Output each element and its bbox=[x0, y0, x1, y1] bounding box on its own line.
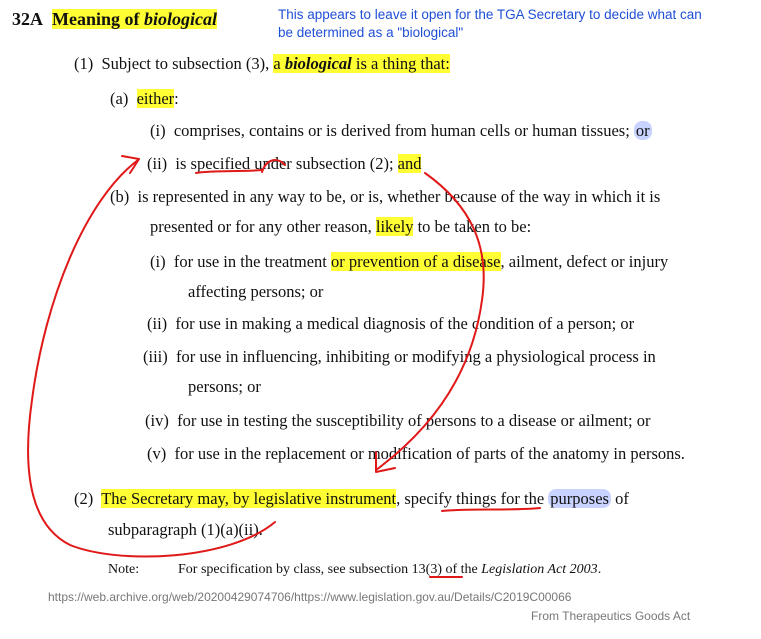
subsection-1-definition bbox=[273, 54, 449, 73]
subsection-1-label: (1) bbox=[74, 54, 94, 73]
subparagraph-b-iv bbox=[145, 410, 650, 432]
subsection-1-def-rest: is a thing that: bbox=[351, 54, 450, 73]
subparagraph-a-i bbox=[150, 120, 652, 142]
subsection-1 bbox=[74, 53, 450, 75]
note-act: Legislation Act 2003 bbox=[481, 562, 598, 577]
subparagraph-b-v-label: (v) bbox=[147, 444, 167, 463]
note-text bbox=[178, 559, 601, 581]
subparagraph-a-ii bbox=[147, 153, 421, 175]
subsection-1-intro: Subject to subsection (3), bbox=[101, 54, 274, 73]
paragraph-a-label: (a) bbox=[110, 89, 129, 108]
subparagraph-b-i-pre: for use in the treatment bbox=[173, 252, 331, 271]
section-title-term: biological bbox=[144, 9, 217, 29]
subsection-1-def-term: biological bbox=[284, 54, 352, 73]
paragraph-b-line2-pre: presented or for any other reason, bbox=[150, 217, 376, 236]
subparagraph-a-i-or: or bbox=[635, 121, 650, 140]
subparagraph-b-i bbox=[150, 251, 668, 273]
section-title bbox=[52, 9, 217, 29]
subparagraph-b-iii-line2: persons; or bbox=[188, 377, 261, 396]
subparagraph-b-iv-label: (iv) bbox=[145, 411, 169, 430]
note bbox=[108, 559, 139, 581]
subparagraph-b-i-label: (i) bbox=[150, 252, 166, 271]
paragraph-b bbox=[110, 186, 660, 208]
subsection-1-def-a: a bbox=[273, 54, 285, 73]
subparagraph-b-i-post: , ailment, defect or injury bbox=[500, 252, 669, 271]
annotation-comment-line2: be determined as a "biological" bbox=[278, 25, 464, 40]
note-pre: For specification by class, see subsection bbox=[178, 562, 412, 577]
subparagraph-a-i-text: comprises, contains or is derived from human cells or human tissues; bbox=[173, 121, 634, 140]
subsection-2-mid1: , bbox=[396, 489, 405, 508]
annotation-comment bbox=[278, 6, 702, 42]
paragraph-b-continuation bbox=[150, 216, 531, 238]
subsection-2-mid2: for the bbox=[496, 489, 549, 508]
subparagraph-b-ii-label: (ii) bbox=[147, 314, 168, 333]
subsection-2-highlight: The Secretary may, by legislative instrument bbox=[101, 489, 397, 508]
subparagraph-b-v-text: for use in the replacement or modification of parts of the anatomy in persons. bbox=[174, 444, 685, 463]
note-ref: 13(3) bbox=[411, 562, 442, 577]
subsection-2-post: of bbox=[610, 489, 629, 508]
loop-arrowhead-left bbox=[122, 156, 139, 173]
subparagraph-b-i-line2: affecting persons; or bbox=[188, 282, 324, 301]
paragraph-b-line1: is represented in any way to be, or is, whether because of the way in which it is bbox=[137, 187, 661, 206]
subsection-2-purposes: purposes bbox=[550, 489, 609, 508]
subsection-2-line2: subparagraph (1)(a)(ii). bbox=[108, 520, 263, 539]
subparagraph-b-ii bbox=[147, 313, 634, 335]
footer-source: From Therapeutics Goods Act bbox=[531, 609, 691, 623]
subparagraph-a-i-label: (i) bbox=[150, 121, 166, 140]
section-heading bbox=[12, 8, 217, 30]
subparagraph-b-iii-label: (iii) bbox=[143, 347, 168, 366]
paragraph-b-likely: likely bbox=[375, 217, 414, 236]
subparagraph-b-ii-text: for use in making a medical diagnosis of the condition of a person; or bbox=[175, 314, 635, 333]
subparagraph-b-iii bbox=[143, 346, 656, 368]
subparagraph-b-v bbox=[147, 443, 685, 465]
annotation-comment-line1: This appears to leave it open for the TGA Secretary to decide what can bbox=[278, 7, 702, 22]
paragraph-a bbox=[110, 88, 179, 110]
paragraph-b-label: (b) bbox=[110, 187, 130, 206]
subparagraph-a-ii-and: and bbox=[397, 154, 422, 173]
note-label: Note: bbox=[108, 562, 140, 577]
subparagraph-a-ii-label: (ii) bbox=[147, 154, 168, 173]
paragraph-a-either: either bbox=[136, 89, 175, 108]
subsection-2-label: (2) bbox=[74, 489, 94, 508]
subparagraph-a-ii-text: is specified under subsection (2); bbox=[175, 154, 398, 173]
subparagraph-b-iii-text: for use in influencing, inhibiting or modifying a physiological process in bbox=[176, 347, 656, 366]
paragraph-a-colon: : bbox=[174, 89, 179, 108]
note-mid: of the bbox=[442, 562, 482, 577]
section-number: 32A bbox=[12, 9, 43, 29]
note-post: . bbox=[597, 562, 602, 577]
subparagraph-b-iv-text: for use in testing the susceptibility of persons to a disease or ailment; or bbox=[177, 411, 651, 430]
section-title-prefix: Meaning of bbox=[52, 9, 144, 29]
subparagraph-b-i-highlight: or prevention of a disease bbox=[330, 252, 501, 271]
footer-url: https://web.archive.org/web/20200429074706/https://www.legislation.gov.au/Details/C2019C00066 bbox=[48, 590, 572, 604]
paragraph-b-line2-post: to be taken to be: bbox=[413, 217, 532, 236]
subsection-2 bbox=[74, 488, 629, 510]
subsection-2-specify: specify things bbox=[404, 489, 497, 508]
